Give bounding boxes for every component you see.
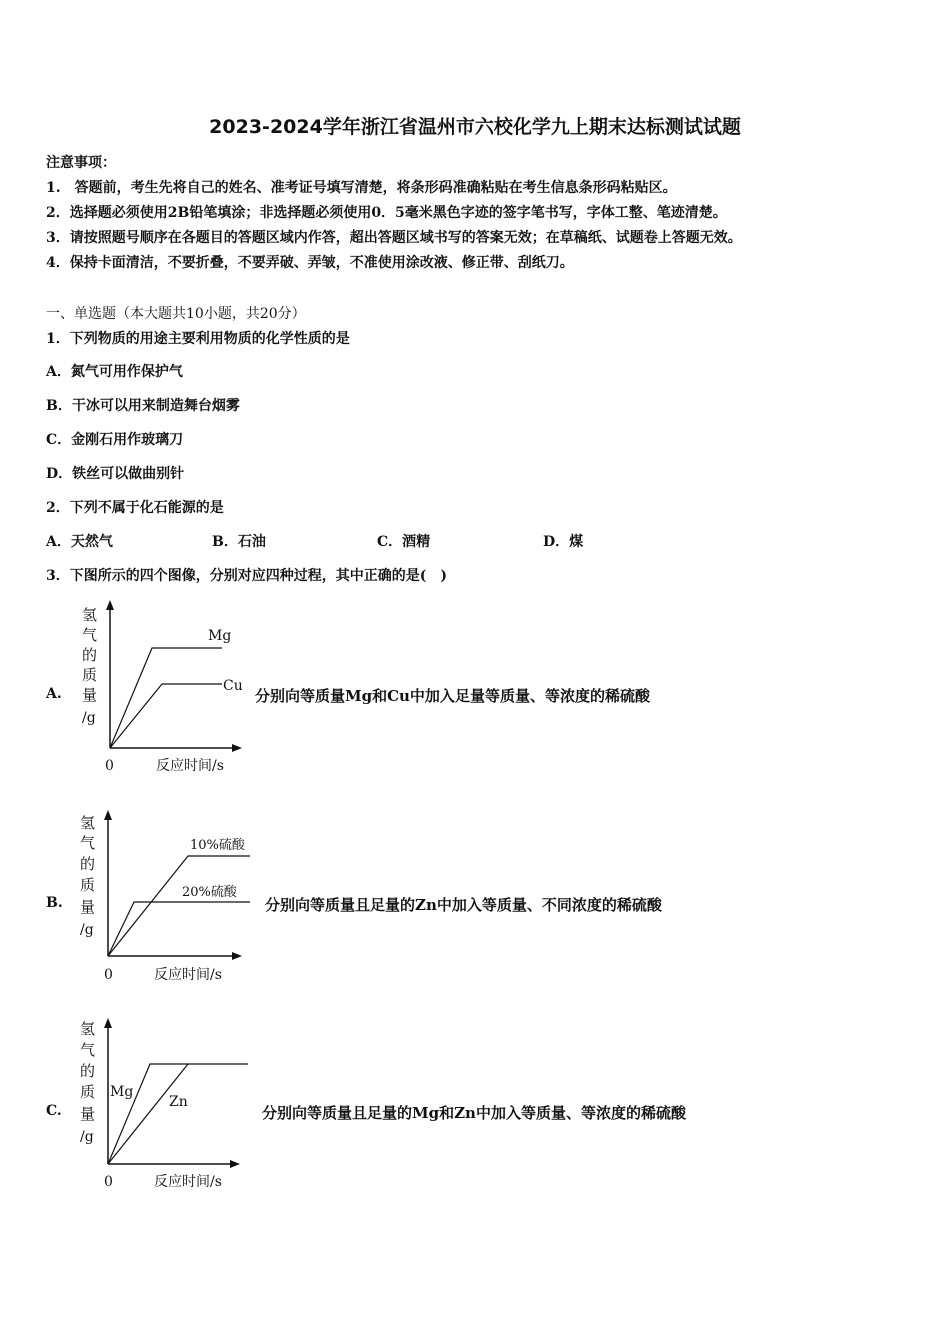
- series-label-20pct: 20%硫酸: [182, 885, 237, 900]
- y-axis-arrow: [104, 1018, 112, 1028]
- y-axis-arrow: [106, 600, 114, 610]
- notice-item: 3．请按照题号顺序在各题目的答题区域内作答，超出答题区域书写的答案无效；在草稿纸、试题卷上答题无效。: [46, 230, 742, 246]
- q1-option-c: C．金刚石用作玻璃刀: [46, 432, 184, 448]
- q3-option-a-desc: 分别向等质量Mg和Cu中加入足量等质量、等浓度的稀硫酸: [255, 687, 650, 705]
- y-axis-label: 气: [80, 1041, 96, 1059]
- page-title: 2023-2024学年浙江省温州市六校化学九上期末达标测试试题: [209, 116, 741, 138]
- series-line-cu: [110, 684, 222, 748]
- y-axis-label: 氢: [82, 606, 98, 624]
- y-axis-label: 气: [80, 834, 96, 852]
- q3-graph-c: [74, 1012, 254, 1192]
- y-axis-arrow: [104, 810, 112, 820]
- notice-heading: 注意事项：: [46, 155, 116, 171]
- x-axis-label: 反应时间/s: [154, 1174, 222, 1190]
- x-axis-label: 反应时间/s: [156, 758, 224, 774]
- y-axis-label: 质: [80, 1083, 96, 1101]
- notice-item: 1. 答题前，考生先将自己的姓名、准考证号填写清楚，将条形码准确粘贴在考生信息条形码粘贴区。: [46, 180, 677, 196]
- y-axis-label: /g: [80, 922, 94, 938]
- x-axis-arrow: [232, 744, 242, 752]
- origin-label: 0: [104, 1174, 113, 1190]
- y-axis-label: 气: [82, 626, 98, 644]
- y-axis-label: 氢: [80, 814, 96, 832]
- series-line-10pct: [108, 856, 250, 956]
- q3-option-b-desc: 分别向等质量且足量的Zn中加入等质量、不同浓度的稀硫酸: [265, 896, 662, 914]
- q2-option-d: D．煤: [543, 534, 584, 550]
- q1-option-a: A．氮气可用作保护气: [46, 364, 183, 380]
- series-line-zn: [108, 1064, 188, 1164]
- series-label-zn: Zn: [169, 1094, 188, 1110]
- q3-option-b-label: B.: [46, 895, 63, 911]
- y-axis-label: 量: [82, 686, 98, 704]
- q3-stem: 3．下图所示的四个图像，分别对应四种过程，其中正确的是( ): [46, 568, 447, 584]
- q2-option-a: A．天然气: [46, 534, 113, 550]
- series-label-cu: Cu: [223, 678, 243, 694]
- q3-option-a-label: A.: [46, 686, 62, 702]
- y-axis-label: 的: [80, 1062, 96, 1080]
- x-axis-label: 反应时间/s: [154, 967, 222, 983]
- origin-label: 0: [105, 758, 114, 774]
- q3-graph-b: [74, 806, 264, 986]
- q1-option-d: D．铁丝可以做曲别针: [46, 466, 185, 482]
- q3-graph-a: [74, 598, 254, 778]
- q3-option-c-desc: 分别向等质量且足量的Mg和Zn中加入等质量、等浓度的稀硫酸: [262, 1104, 686, 1122]
- y-axis-label: 的: [82, 646, 98, 664]
- y-axis-label: 量: [80, 898, 96, 916]
- section-heading: 一、单选题（本大题共10小题，共20分）: [46, 306, 306, 322]
- y-axis-label: 的: [80, 855, 96, 873]
- q1-option-b: B．干冰可以用来制造舞台烟雾: [46, 398, 240, 414]
- q2-stem: 2．下列不属于化石能源的是: [46, 500, 224, 516]
- y-axis-label: 氢: [80, 1020, 96, 1038]
- y-axis-label: 量: [80, 1105, 96, 1123]
- x-axis-arrow: [232, 952, 242, 960]
- y-axis-label: /g: [80, 1129, 94, 1145]
- notice-item: 4．保持卡面清洁，不要折叠，不要弄破、弄皱，不准使用涂改液、修正带、刮纸刀。: [46, 255, 574, 271]
- q3-option-c-label: C.: [46, 1103, 62, 1119]
- q1-stem: 1．下列物质的用途主要利用物质的化学性质的是: [46, 331, 350, 347]
- series-line-mg: [108, 1064, 248, 1164]
- y-axis-label: /g: [82, 710, 96, 726]
- series-label-mg: Mg: [110, 1084, 134, 1100]
- series-line-mg: [110, 648, 222, 748]
- x-axis-arrow: [230, 1160, 240, 1168]
- q2-option-c: C．酒精: [377, 534, 431, 550]
- y-axis-label: 质: [80, 876, 96, 894]
- origin-label: 0: [104, 967, 113, 983]
- y-axis-label: 质: [82, 666, 98, 684]
- notice-item: 2．选择题必须使用2B铅笔填涂；非选择题必须使用0．5毫米黑色字迹的签字笔书写，字体工整、笔迹清楚。: [46, 205, 727, 221]
- series-label-10pct: 10%硫酸: [190, 838, 245, 853]
- series-label-mg: Mg: [208, 628, 232, 644]
- q2-option-b: B．石油: [212, 534, 266, 550]
